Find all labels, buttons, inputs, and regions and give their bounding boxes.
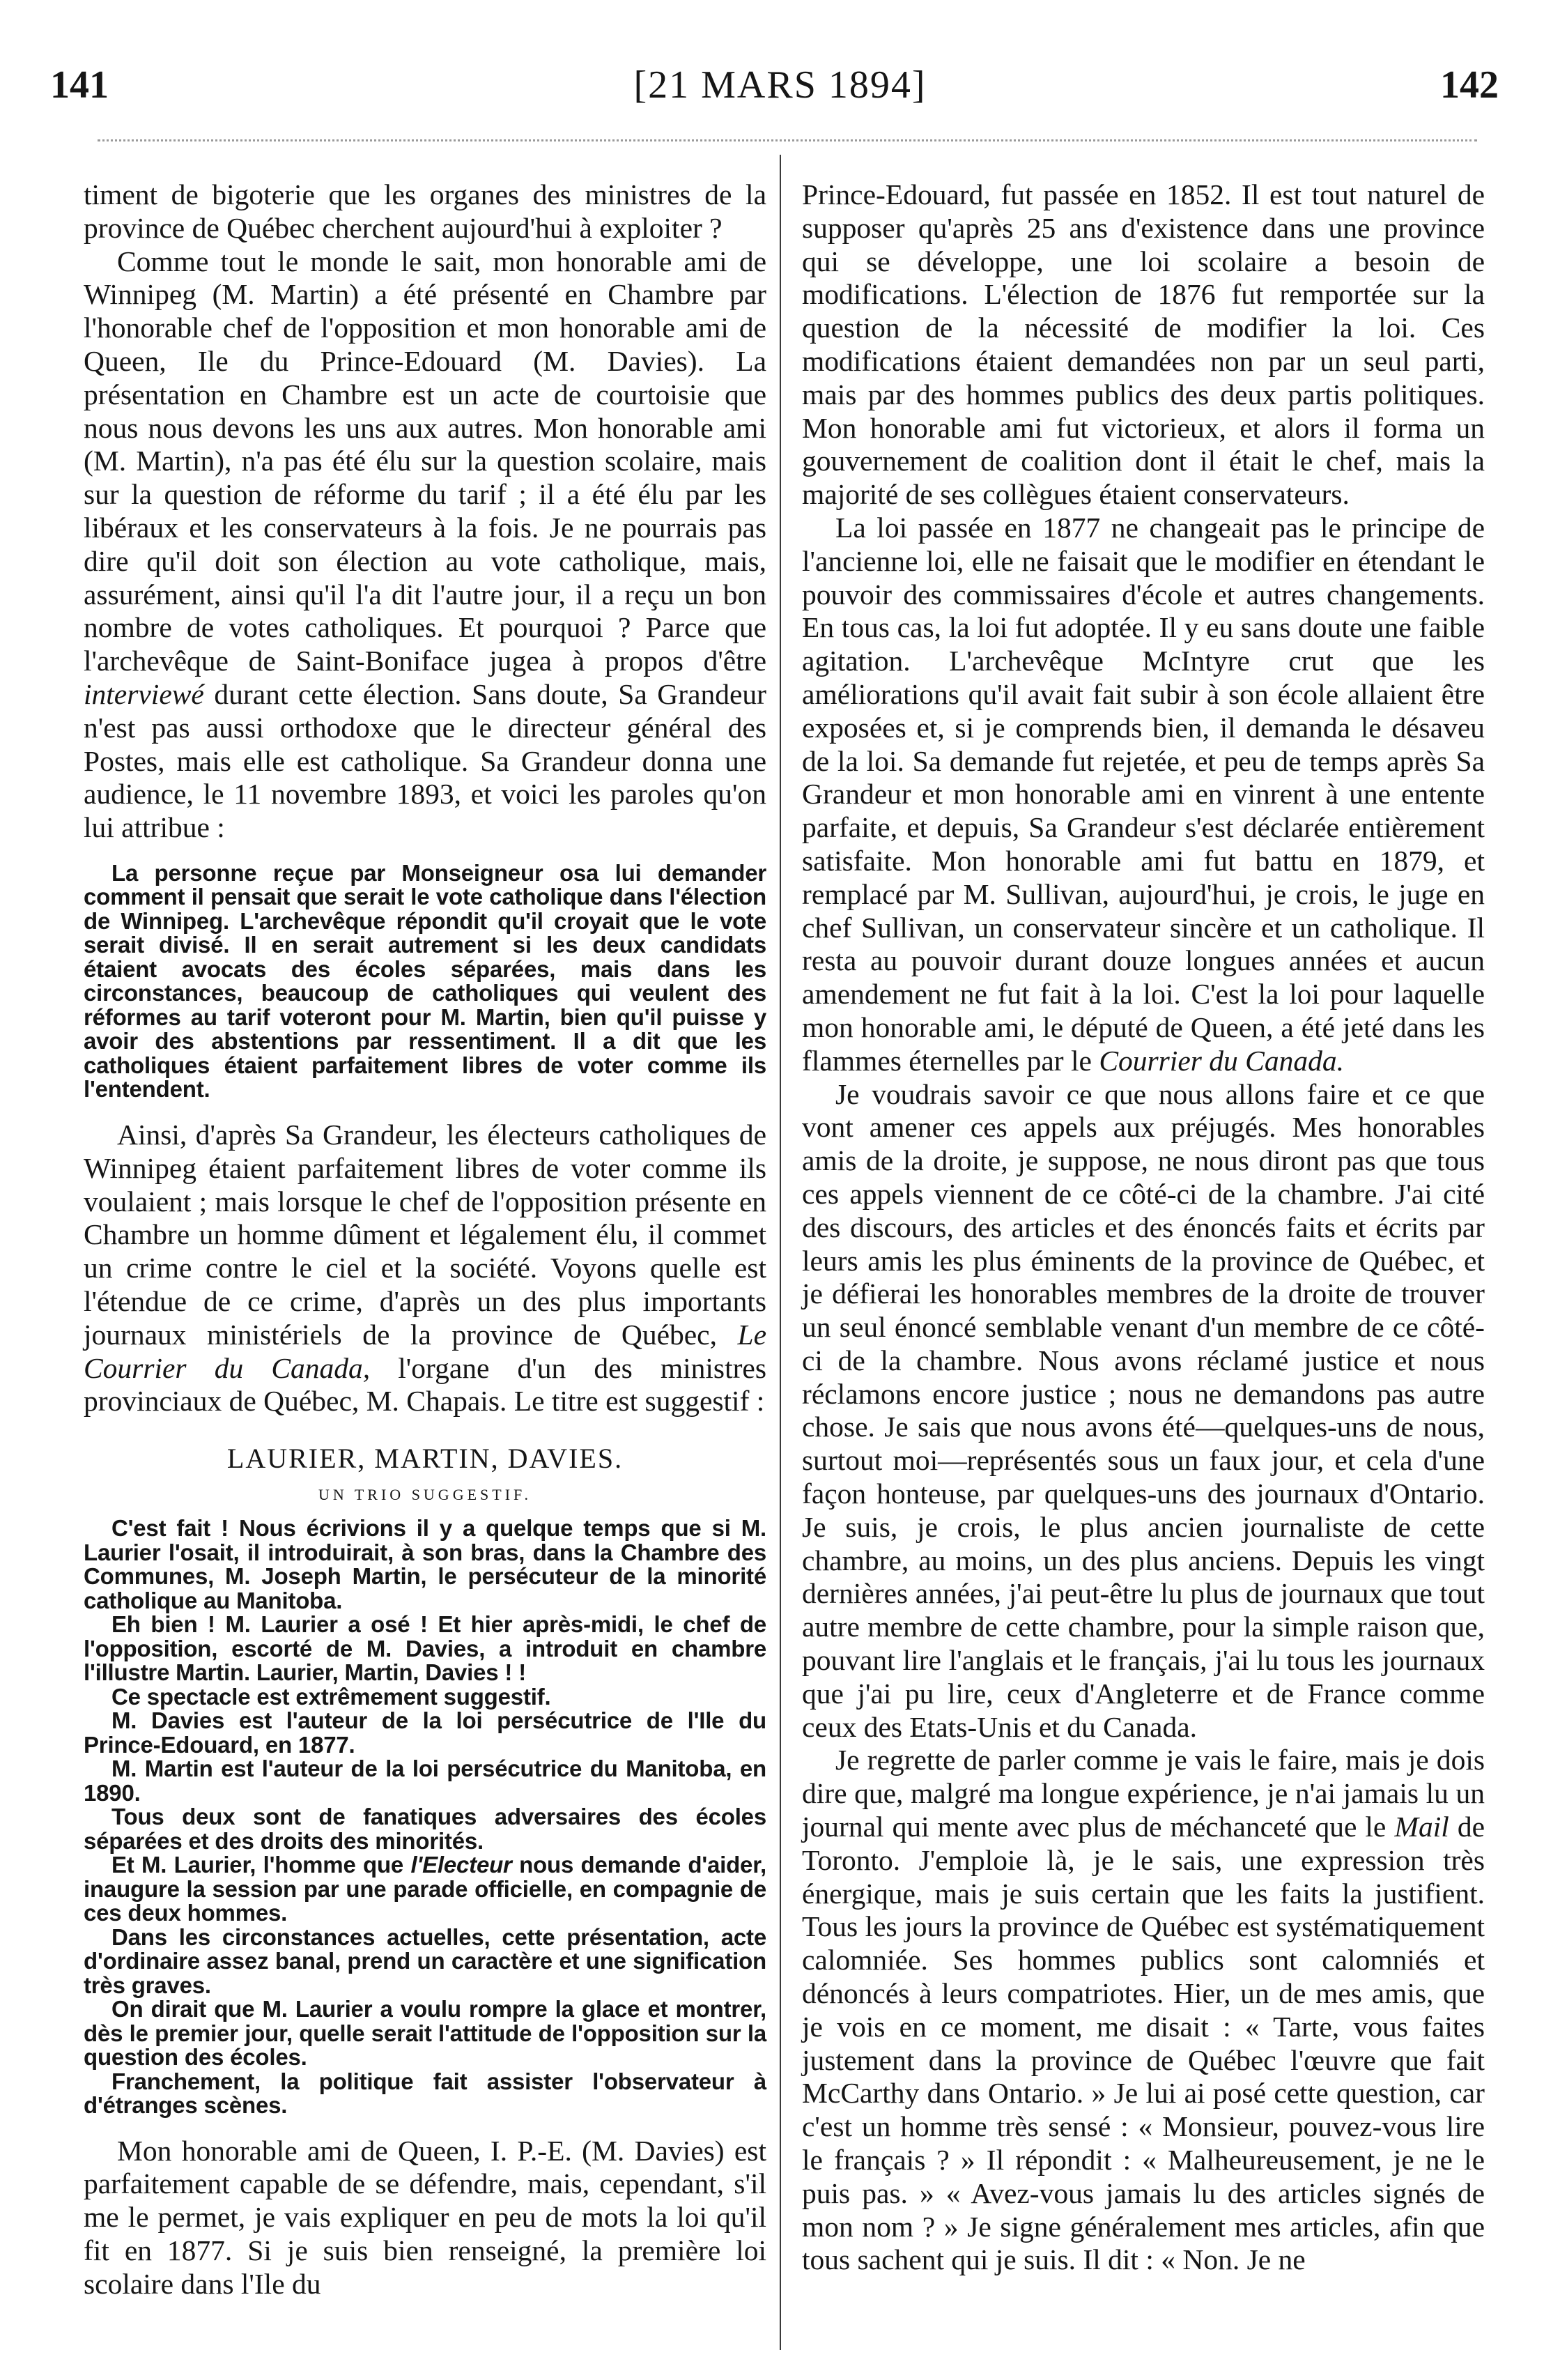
left-column — [84, 178, 766, 2301]
left-paragraph-4: Mon honorable ami de Queen, I. P.-E. (M. Davies) est parfaitement capable de se défendre, mais, cependant, s'il me le permet, je vais expliquer en peu de mots la loi qu'il fit en 1877. Si je suis bien renseigné, la première loi scolaire dans l'Ile du — [84, 2134, 766, 2300]
article-line-5: M. Martin est l'auteur de la loi persécutrice du Manitoba, en 1890. — [84, 1756, 766, 1806]
left-paragraph-1: timent de bigoterie que les organes des ministres de la province de Québec cherchent aujourd'hui à exploiter ? — [84, 178, 766, 244]
left-p2-italic: interviewé — [84, 677, 204, 710]
left-p3-italic: Le Courrier du Canada, — [84, 1318, 767, 1384]
right-p4-text: Je regrette de parler comme je vais le faire, mais je dois dire que, malgré ma longue expérience, je n'ai jamais lu un journal qui mente avec plus de méchanceté que le — [802, 1744, 1485, 1843]
page-date: [21 MARS 1894] — [633, 63, 927, 107]
article-line-2: Eh bien ! M. Laurier a osé ! Et hier après-midi, le chef de l'opposition, escorté de M. Davies, a introduit en chambre l'illustre Martin. Laurier, Martin, Davies ! ! — [84, 1611, 766, 1686]
article-subheadline: UN TRIO SUGGESTIF. — [318, 1486, 532, 1504]
article-line-8: Dans les circonstances actuelles, cette présentation, acte d'ordinaire assez banal, prend un caractère et une signification très graves. — [84, 1924, 766, 1998]
left-p3-text: Ainsi, d'après Sa Grandeur, les électeurs catholiques de Winnipeg étaient parfaitement libres de voter comme ils voulaient ; mais lorsque le chef de l'opposition présente en Chambre un homme dûment et légalement élu, il commet un crime contre le ciel et la société. Voyons quelle est l'étendue de ce crime, d'après un des plus importants journaux ministériels de la province de Québec, — [84, 1118, 766, 1351]
left-p2-text: Comme tout le monde le sait, mon honorable ami de Winnipeg (M. Martin) a été présenté en Chambre par l'honorable chef de l'opposition et mon honorable ami de Queen, Ile du Prince-Edouard (M. Davies). La présentation en Chambre est un acte de courtoisie que nous nous devons les uns aux autres. Mon honorable ami (M. Martin), n'a pas été élu sur la question scolaire, mais sur la question de réforme du tarif ; il a été élu par les libéraux et les conservateurs à la fois. Je ne pourrais pas dire qu'il doit son élection au vote catholique, mais, assurément, ainsi qu'il l'a dit l'autre jour, il a reçu un bon nombre de votes catholiques. Et pourquoi ? Parce que l'archevêque de Saint-Boniface jugea à propos d'être — [84, 245, 766, 677]
right-paragraph-1: Prince-Edouard, fut passée en 1852. Il est tout naturel de supposer qu'après 25 ans d'existence dans une province qui se développe, une loi scolaire a besoin de modifications. L'élection de 1876 fut remportée sur la question de la nécessité de modifier la loi. Ces modifications étaient demandées non par un seul parti, mais par des hommes publics des deux partis politiques. Mon honorable ami fut victorieux, et alors il forma un gouvernement de coalition dont il était le chef, mais la majorité de ses collègues étaient conservateurs. — [802, 178, 1485, 511]
right-paragraph-2 — [802, 512, 1485, 1078]
article-line-7 — [84, 1853, 766, 1926]
header-rule — [98, 139, 1477, 141]
right-p4-italic: Mail — [1394, 1811, 1449, 1843]
article-line-6: Tous deux sont de fanatiques adversaires des écoles séparées et des droits des minorités. — [84, 1804, 766, 1854]
left-page-number: 141 — [50, 63, 109, 107]
article-quote — [84, 1517, 766, 2118]
article-line-7-end: nous demande d'aider, inaugure la session par une parade officielle, en compagnie de ces deux hommes. — [84, 1852, 766, 1926]
left-paragraph-3 — [84, 1119, 766, 1418]
right-paragraph-4 — [802, 1744, 1485, 2277]
right-column — [802, 178, 1485, 2277]
article-line-1: C'est fait ! Nous écrivions il y a quelque temps que si M. Laurier l'osait, il introduirait, à son bras, dans la Chambre des Communes, M. Joseph Martin, le persécuteur de la minorité catholique au Manitoba. — [84, 1515, 766, 1613]
article-headline: LAURIER, MARTIN, DAVIES. — [226, 1443, 624, 1475]
right-p2-italic: Courrier du Canada. — [1099, 1044, 1344, 1077]
page-header — [0, 0, 1560, 174]
right-p4-end: de Toronto. J'emploie là, je le sais, une expression très énergique, mais je suis certain que les faits la justifient. Tous les jours la province de Québec est systématiquement calomniée. Ses hommes publics sont calomniés et dénoncés à leurs compatriotes. Hier, un de mes amis, que je vois en ce moment, me disait : « Tarte, vous faites justement dans la province de Québec l'œuvre que fait McCarthy dans Ontario. » Je lui ai posé cette question, car c'est un homme très sensé : « Monsieur, pouvez-vous lire le français ? » Il répondit : « Malheureusement, je ne le puis pas. » « Avez-vous jamais lu des articles signés de mon nom ? » Je signe généralement mes articles, afin que tous sachent qui je suis. Il dit : « Non. Je ne — [802, 1811, 1485, 2276]
right-page-number: 142 — [1440, 63, 1499, 107]
left-p3-end: l'organe d'un des ministres provinciaux de Québec, M. Chapais. Le titre est suggestif : — [84, 1351, 767, 1418]
column-divider — [780, 155, 781, 2350]
article-line-10: Franchement, la politique fait assister l'observateur à d'étranges scènes. — [84, 2068, 766, 2119]
right-paragraph-3: Je voudrais savoir ce que nous allons faire et ce que vont amener ces appels aux préjugés. Mes honorables amis de la droite, je suppose, ne nous diront pas que tous ces appels viennent de ce côté-ci de la chambre. J'ai cité des discours, des articles et des énoncés faits et écrits par leurs amis les plus éminents de la province de Québec, et je défierai les honorables membres de la droite de trouver un seul énoncé semblable venant d'un membre de ce côté-ci de la chambre. Nous avons réclamé justice et nous réclamons encore justice ; nous ne demandons pas autre chose. Je sais que nous avons été—quelques-uns de nous, surtout moi—représentés sous un faux jour, et cela d'une façon honteuse, par quelques-uns des journaux d'Ontario. Je suis, je crois, le plus ancien journaliste de cette chambre, au moins, un des plus anciens. Depuis les vingt dernières années, j'ai peut-être lu plus de journaux que tout autre membre de cette chambre, pour la simple raison que, pouvant lire l'anglais et le français, j'ai lu tous les journaux que j'ai pu lire, ceux d'Angleterre et de France comme ceux des Etats-Unis et du Canada. — [802, 1077, 1485, 1743]
article-line-7-text: Et M. Laurier, l'homme que — [111, 1852, 404, 1878]
left-paragraph-2 — [84, 245, 766, 845]
article-line-7-italic: l'Electeur — [410, 1852, 512, 1878]
article-line-3: Ce spectacle est extrêmement suggestif. — [111, 1683, 551, 1710]
right-p2-text: La loi passée en 1877 ne changeait pas le principe de l'ancienne loi, elle ne faisait que le modifier en étendant le pouvoir des commissaires d'école et autres changements. En tous cas, la loi fut adoptée. Il y eu sans doute une faible agitation. L'archevêque McIntyre crut que les améliorations qu'il avait fait subir à son école allaient être exposées et, si je comprends bien, il demanda le désaveu de la loi. Sa demande fut rejetée, et peu de temps après Sa Grandeur et mon honorable ami en vinrent à une entente parfaite, et depuis, Sa Grandeur s'est déclarée entièrement satisfaite. Mon honorable ami fut battu en 1879, et remplacé par M. Sullivan, aujourd'hui, je crois, le juge en chef Sullivan, un conservateur sincère et un catholique. Il resta au pouvoir durant douze longues années et aucun amendement ne fut fait à la loi. C'est la loi pour laquelle mon honorable ami, le député de Queen, a été jeté dans les flammes éternelles par le — [802, 511, 1485, 1077]
archbishop-quote — [84, 861, 766, 1102]
quote-paragraph: La personne reçue par Monseigneur osa lui demander comment il pensait que serait le vote catholique dans l'élection de Winnipeg. L'archevêque répondit qu'il croyait que le vote serait divisé. Il en serait autrement si les deux candidats étaient avocats des écoles séparées, mais dans les circonstances, beaucoup de catholiques qui veulent des réformes au tarif voteront pour M. Martin, bien qu'il puisse y avoir des abstentions par ressentiment. Il a dit que les catholiques étaient parfaitement libres de voter comme ils l'entendent. — [84, 859, 766, 1103]
left-p2-end: durant cette élection. Sans doute, Sa Grandeur n'est pas aussi orthodoxe que le directeur général des Postes, mais elle est catholique. Sa Grandeur donna une audience, le 11 novembre 1893, et voici les paroles qu'on lui attribue : — [84, 677, 766, 844]
article-line-4: M. Davies est l'auteur de la loi persécutrice de l'Ile du Prince-Edouard, en 1877. — [84, 1707, 766, 1758]
article-line-9: On dirait que M. Laurier a voulu rompre la glace et montrer, dès le premier jour, quelle serait l'attitude de l'opposition sur la question des écoles. — [84, 1996, 766, 2071]
